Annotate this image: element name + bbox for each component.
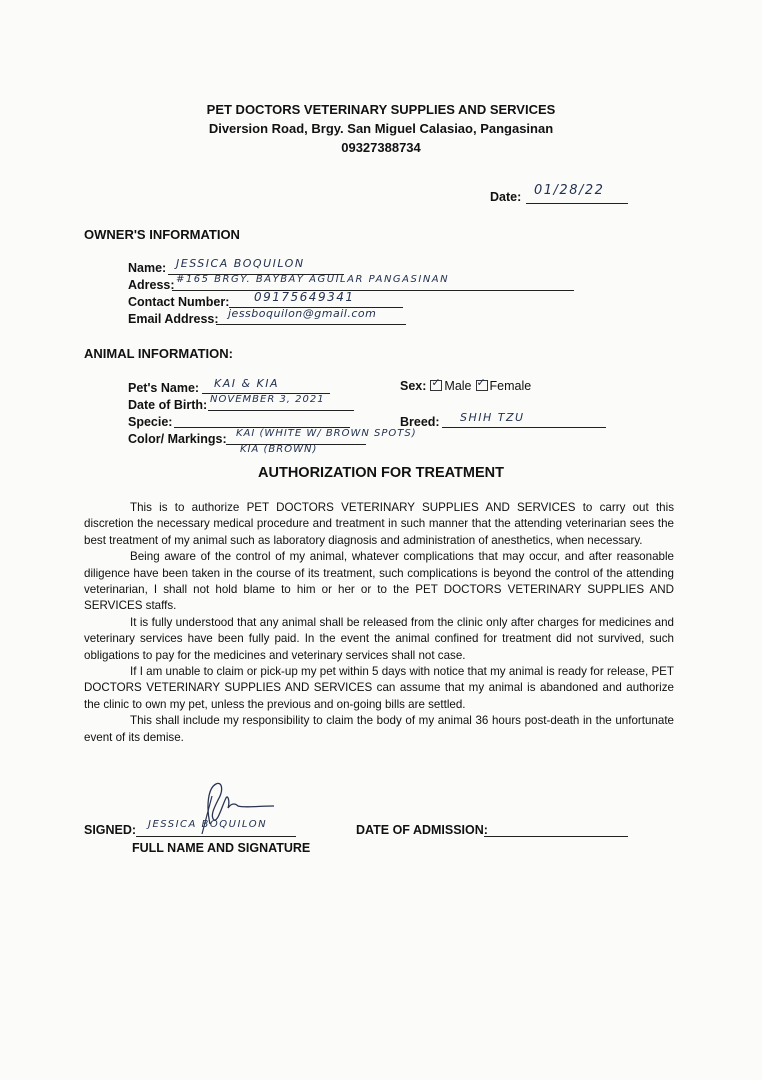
owner-contact-value: 09175649341 xyxy=(254,290,355,304)
female-checkbox[interactable] xyxy=(476,377,488,391)
admission-line xyxy=(484,836,628,837)
authorization-paragraph: This is to authorize PET DOCTORS VETERINARY SUPPLIES AND SERVICES to carry out this discretion the necessary medical procedure and treatment in such manner that the attending veterinarian sees the best treatment of my animal such as laboratory diagnosis and administration of anesthetics, when necessary. xyxy=(84,501,674,547)
authorization-paragraph: If I am unable to claim or pick-up my pet within 5 days with notice that my animal is ready for release, PET DOCTORS VETERINARY SUPPLIES AND SERVICES can assume that my animal is abandoned and authorize the clinic to own my pet, unless the previous and on-going bills are settled. xyxy=(84,665,674,711)
owner-email-label: Email Address: xyxy=(128,312,219,326)
color-value-1: KAI (WHITE W/ BROWN SPOTS) xyxy=(236,428,417,439)
color-value-2: KIA (BROWN) xyxy=(240,444,318,455)
female-label: Female xyxy=(489,379,532,393)
admission-label: DATE OF ADMISSION: xyxy=(356,823,488,837)
owner-address-line xyxy=(172,290,574,291)
full-name-label: FULL NAME AND SIGNATURE xyxy=(132,841,311,855)
pet-name-value: KAI & KIA xyxy=(214,377,280,390)
owner-name-label: Name: xyxy=(128,261,167,275)
owner-name-value: JESSICA BOQUILON xyxy=(176,257,305,270)
signed-value: JESSICA BOQUILON xyxy=(148,819,268,830)
sex-label: Sex: xyxy=(400,379,427,393)
color-label: Color/ Markings: xyxy=(128,432,227,446)
dob-value: NOVEMBER 3, 2021 xyxy=(210,394,325,405)
authorization-paragraph: Being aware of the control of my animal, whatever complications that may occur, and after reasonable diligence have been taken in the course of its treatment, such complications is beyond the control of the attending veterinarian, I shall not hold blame to him or her or to the PET DOCTORS VETERINARY SUPPLIES AND SERVICES staffs. xyxy=(84,550,674,613)
company-name: PET DOCTORS VETERINARY SUPPLIES AND SERVICES xyxy=(206,102,556,117)
specie-label: Specie: xyxy=(128,415,173,429)
male-checkbox[interactable] xyxy=(430,377,442,391)
breed-line xyxy=(442,427,606,428)
dob-label: Date of Birth: xyxy=(128,398,208,412)
owner-address-label: Adress: xyxy=(128,278,175,292)
check-icon: ✓ xyxy=(476,377,486,389)
owner-address-value: #165 BRGY. BAYBAY AGUILAR PANGASINAN xyxy=(176,274,450,285)
owner-email-value: jessboquilon@gmail.com xyxy=(228,307,377,320)
authorization-paragraph: It is fully understood that any animal shall be released from the clinic only after charges for medicines and veterinary services have been fully paid. In the event the animal confined for treatment did not survived, such obligations to pay for the medicines and veterinary services shall not case. xyxy=(84,615,674,662)
authorization-title: AUTHORIZATION FOR TREATMENT xyxy=(258,465,504,481)
owner-email-line xyxy=(216,324,406,325)
signed-label: SIGNED: xyxy=(84,823,137,837)
breed-value: SHIH TZU xyxy=(460,411,525,424)
animal-section-title: ANIMAL INFORMATION: xyxy=(84,346,233,361)
date-label: Date: xyxy=(490,190,522,204)
owner-section-title: OWNER'S INFORMATION xyxy=(84,227,240,242)
company-phone: 09327388734 xyxy=(341,140,421,155)
sex-field xyxy=(400,379,531,393)
owner-contact-label: Contact Number: xyxy=(128,295,230,309)
signed-line xyxy=(136,836,296,837)
breed-label: Breed: xyxy=(400,415,440,429)
signature-mark xyxy=(188,776,278,836)
date-line xyxy=(526,203,628,204)
company-address: Diversion Road, Brgy. San Miguel Calasiao, Pangasinan xyxy=(208,121,554,136)
date-value: 01/28/22 xyxy=(534,183,605,198)
male-label: Male xyxy=(444,379,472,393)
check-icon: ✓ xyxy=(431,377,441,389)
pet-name-label: Pet's Name: xyxy=(128,381,200,395)
authorization-paragraph: This shall include my responsibility to claim the body of my animal 36 hours post-death in the unfortunate event of its demise. xyxy=(84,714,674,744)
authorization-body xyxy=(84,500,674,746)
dob-line xyxy=(208,410,354,411)
